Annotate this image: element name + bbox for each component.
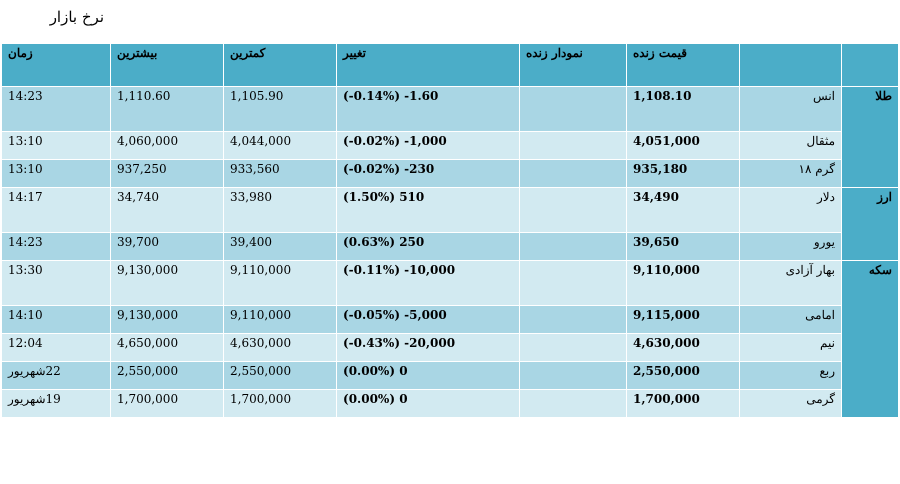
row-price: 935,180 — [627, 160, 739, 187]
table-row — [2, 334, 898, 361]
row-live-chart — [520, 261, 626, 305]
table-row — [2, 261, 898, 305]
row-name: گرم ۱۸ — [740, 160, 841, 187]
category-coin: سکه — [842, 261, 898, 417]
category-gold: طلا — [842, 87, 898, 187]
row-live-chart — [520, 334, 626, 361]
row-low: 2,550,000 — [224, 362, 336, 389]
row-live-chart — [520, 160, 626, 187]
row-live-chart — [520, 188, 626, 232]
row-time: 14:10 — [2, 306, 110, 333]
row-high: 34,740 — [111, 188, 223, 232]
row-low: 33,980 — [224, 188, 336, 232]
page-title: نرخ بازار — [49, 8, 104, 26]
row-name: نیم — [740, 334, 841, 361]
row-change: 250 (0.63%) — [337, 233, 519, 260]
row-low: 9,110,000 — [224, 261, 336, 305]
row-live-chart — [520, 362, 626, 389]
row-name: گرمی — [740, 390, 841, 417]
table-row — [2, 132, 898, 159]
row-time: 13:30 — [2, 261, 110, 305]
header-live-price: قیمت زنده — [627, 44, 739, 86]
row-price: 39,650 — [627, 233, 739, 260]
row-change: 0 (0.00%) — [337, 390, 519, 417]
header-row — [2, 44, 898, 86]
header-time: زمان — [2, 44, 110, 86]
row-change: 5,000- (0.05%-) — [337, 306, 519, 333]
row-live-chart — [520, 132, 626, 159]
row-low: 933,560 — [224, 160, 336, 187]
row-change: 10,000- (0.11%-) — [337, 261, 519, 305]
row-name: ربع — [740, 362, 841, 389]
row-name: یورو — [740, 233, 841, 260]
row-time: 12:04 — [2, 334, 110, 361]
row-change: 0 (0.00%) — [337, 362, 519, 389]
table-row — [2, 390, 898, 417]
row-live-chart — [520, 87, 626, 131]
row-name: دلار — [740, 188, 841, 232]
table-row — [2, 188, 898, 232]
table-row — [2, 160, 898, 187]
category-currency: ارز — [842, 188, 898, 260]
row-time: 14:17 — [2, 188, 110, 232]
row-low: 1,700,000 — [224, 390, 336, 417]
header-live-chart: نمودار زنده — [520, 44, 626, 86]
row-live-chart — [520, 233, 626, 260]
table-row — [2, 306, 898, 333]
row-price: 1,108.10 — [627, 87, 739, 131]
row-time: 19شهریور — [2, 390, 110, 417]
row-time: 13:10 — [2, 132, 110, 159]
header-high: بیشترین — [111, 44, 223, 86]
table-row — [2, 362, 898, 389]
row-low: 39,400 — [224, 233, 336, 260]
table-row — [2, 233, 898, 260]
row-name: مثقال — [740, 132, 841, 159]
row-time: 14:23 — [2, 87, 110, 131]
row-change: 230- (0.02%-) — [337, 160, 519, 187]
row-time: 14:23 — [2, 233, 110, 260]
row-high: 39,700 — [111, 233, 223, 260]
row-live-chart — [520, 306, 626, 333]
row-price: 4,630,000 — [627, 334, 739, 361]
row-time: 13:10 — [2, 160, 110, 187]
header-change: تغییر — [337, 44, 519, 86]
row-change: 1,000- (0.02%-) — [337, 132, 519, 159]
row-low: 4,044,000 — [224, 132, 336, 159]
row-change: 1.60- (0.14%-) — [337, 87, 519, 131]
row-name: بهار آزادی — [740, 261, 841, 305]
market-rates-table — [1, 43, 899, 418]
row-time: 22شهریور — [2, 362, 110, 389]
row-name: امامی — [740, 306, 841, 333]
row-price: 34,490 — [627, 188, 739, 232]
row-change: 20,000- (0.43%-) — [337, 334, 519, 361]
row-high: 937,250 — [111, 160, 223, 187]
row-high: 9,130,000 — [111, 261, 223, 305]
row-low: 4,630,000 — [224, 334, 336, 361]
row-high: 1,700,000 — [111, 390, 223, 417]
row-high: 4,650,000 — [111, 334, 223, 361]
row-price: 9,115,000 — [627, 306, 739, 333]
row-high: 1,110.60 — [111, 87, 223, 131]
row-live-chart — [520, 390, 626, 417]
row-price: 4,051,000 — [627, 132, 739, 159]
row-change: 510 (1.50%) — [337, 188, 519, 232]
header-low: کمترین — [224, 44, 336, 86]
header-name — [740, 44, 841, 86]
row-high: 2,550,000 — [111, 362, 223, 389]
row-high: 9,130,000 — [111, 306, 223, 333]
row-price: 1,700,000 — [627, 390, 739, 417]
row-low: 9,110,000 — [224, 306, 336, 333]
header-category — [842, 44, 898, 86]
row-price: 2,550,000 — [627, 362, 739, 389]
row-name: انس — [740, 87, 841, 131]
row-low: 1,105.90 — [224, 87, 336, 131]
table-row — [2, 87, 898, 131]
row-high: 4,060,000 — [111, 132, 223, 159]
row-price: 9,110,000 — [627, 261, 739, 305]
